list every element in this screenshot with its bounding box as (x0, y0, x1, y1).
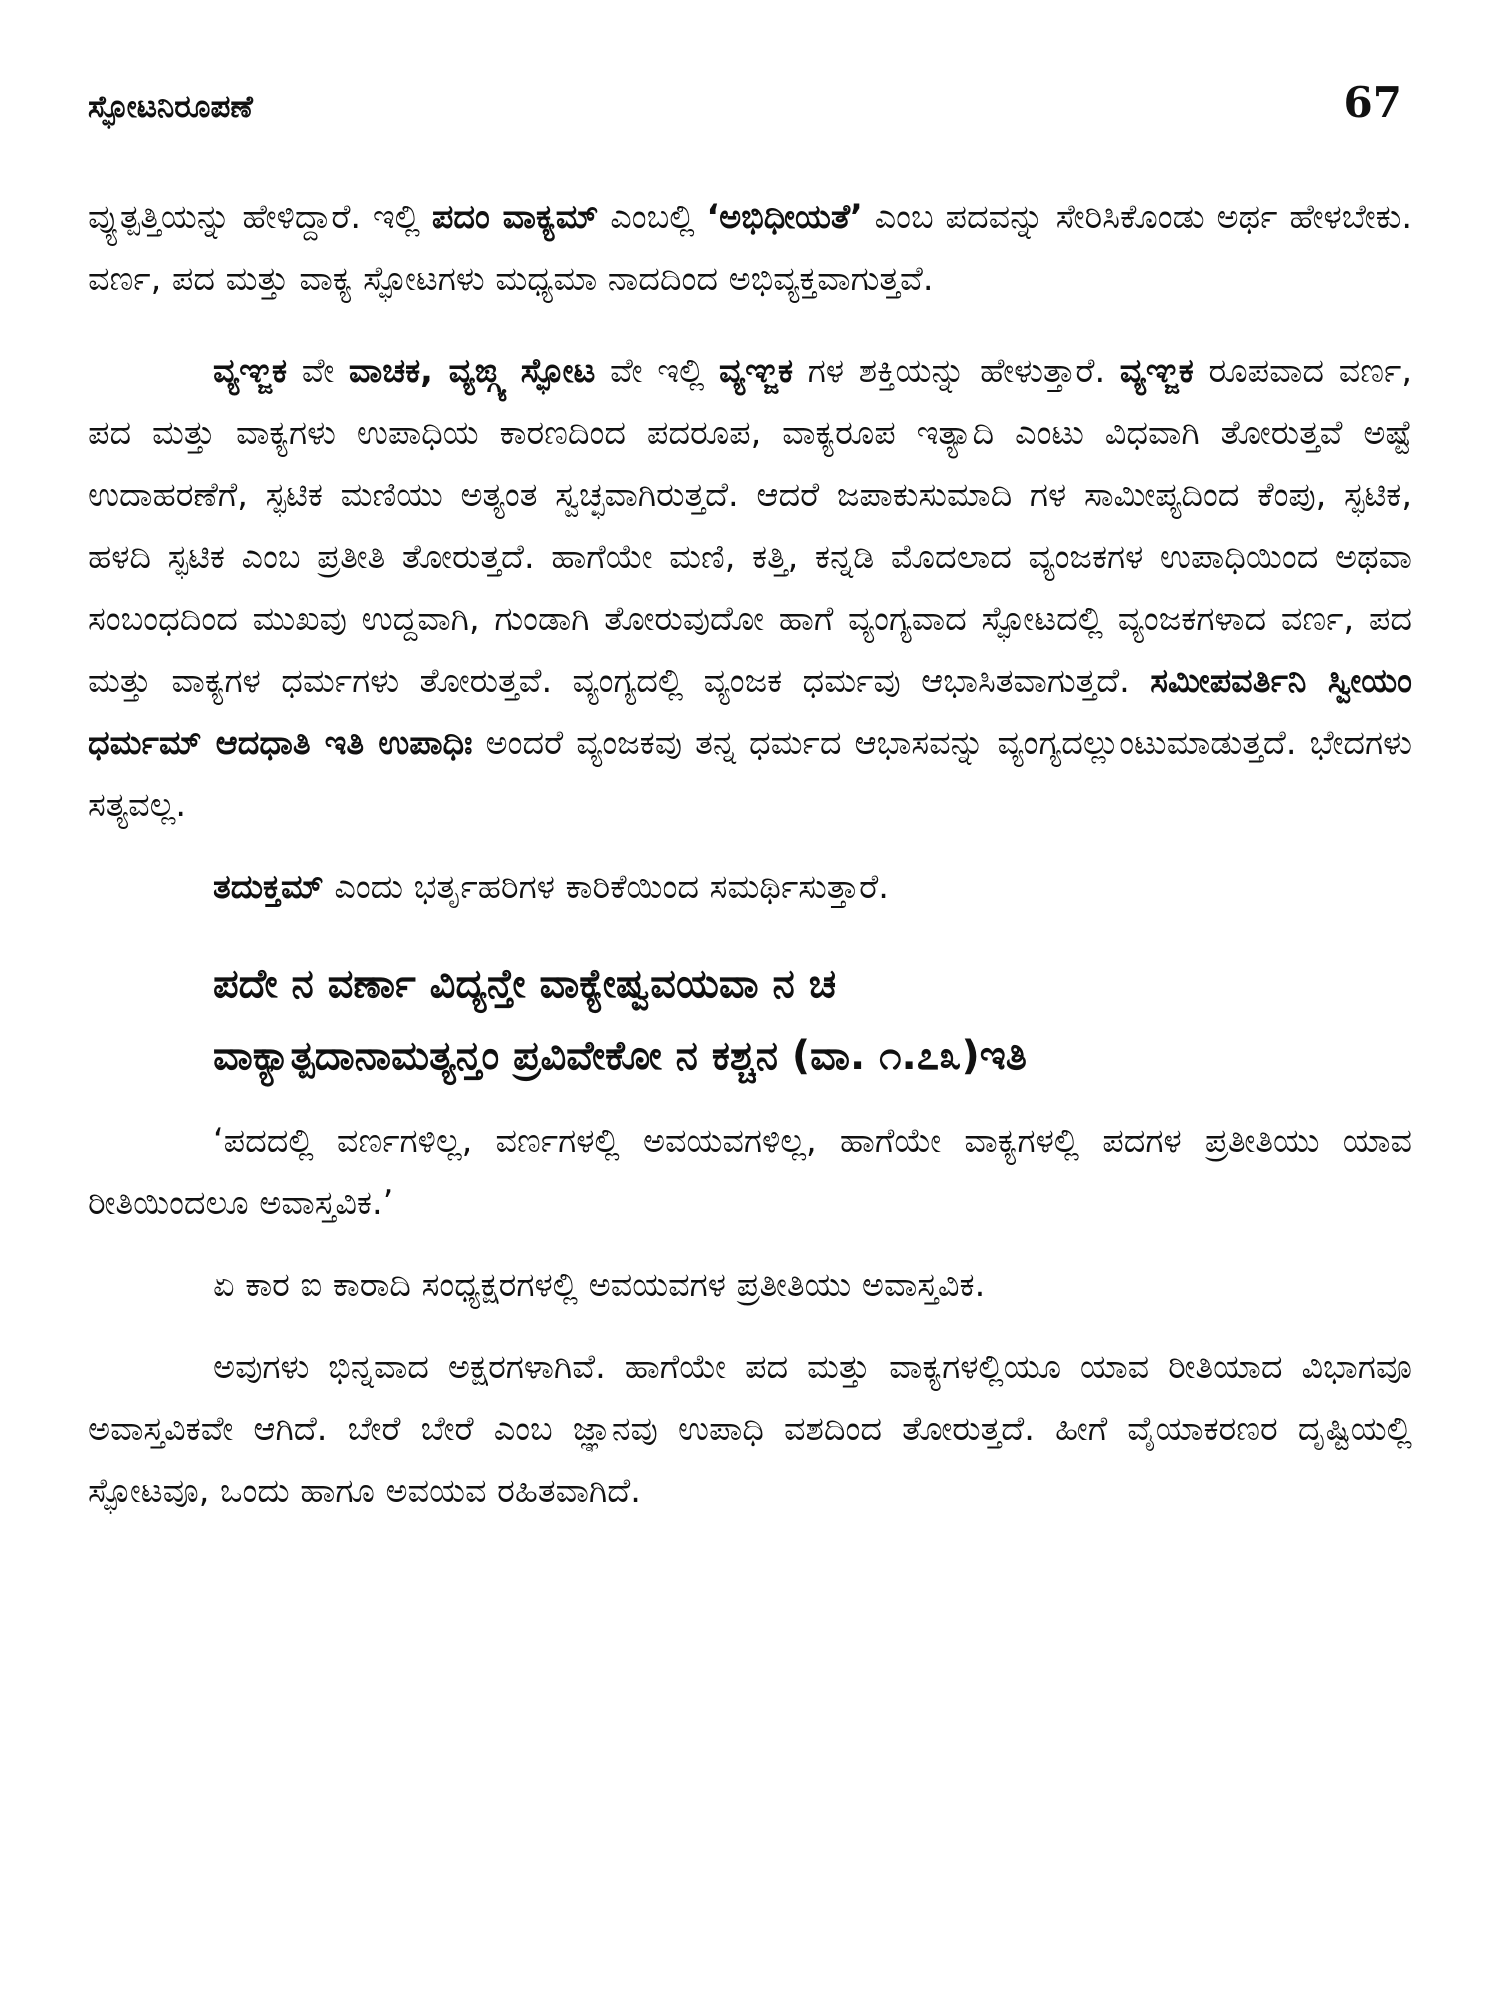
verse-line-1: ಪದೇ ನ ವರ್ಣಾ ವಿದ್ಯನ್ತೇ ವಾಕ್ಯೇಷ್ವವಯವಾ ನ ಚ (213, 961, 837, 1007)
sanskrit-definition-upadhi: ಸಮೀಪವರ್ತಿನಿ ಸ್ವೀಯಂ ಧರ್ಮಮ್ ಆದಧಾತಿ ಇತಿ ಉಪಾಧಿಃ (88, 661, 1413, 762)
sanskrit-term-abhidhiyate: ‘ಅಭಿಧೀಯತೆ’ (706, 197, 863, 236)
page-number: 67 (1343, 78, 1402, 127)
page-body (88, 186, 1412, 1522)
paragraph-6: ಅವುಗಳು ಭಿನ್ನವಾದ ಅಕ್ಷರಗಳಾಗಿವೆ. ಹಾಗೆಯೇ ಪದ ಮತ್ತು ವಾಕ್ಯಗಳಲ್ಲಿಯೂ ಯಾವ ರೀತಿಯಾದ ವಿಭಾಗವೂ ಅವಾಸ್ತವಿಕವೇ ಆಗಿದೆ. ಬೇರೆ ಬೇರೆ ಎಂಬ ಜ್ಞಾನವು ಉಪಾಧಿ ವಶದಿಂದ ತೋರುತ್ತದೆ. ಹೀಗೆ ವೈಯಾಕರಣರ ದೃಷ್ಟಿಯಲ್ಲಿ ಸ್ಫೋಟವೂ, ಒಂದು ಹಾಗೂ ಅವಯವ ರಹಿತವಾಗಿದೆ. (88, 1347, 1412, 1510)
paragraph-2-text-2: ವೇ ಇಲ್ಲಿ (595, 351, 719, 390)
paragraph-1 (88, 186, 1412, 310)
paragraph-5: ಏ ಕಾರ ಐ ಕಾರಾದಿ ಸಂಧ್ಯಕ್ಷರಗಳಲ್ಲಿ ಅವಯವಗಳ ಪ್ರತೀತಿಯು ಅವಾಸ್ತವಿಕ. (213, 1265, 986, 1304)
paragraph-3 (88, 856, 1412, 918)
paragraph-3-text: ಎಂದು ಭರ್ತೃಹರಿಗಳ ಕಾರಿಕೆಯಿಂದ ಸಮರ್ಥಿಸುತ್ತಾರೆ. (323, 867, 889, 906)
paragraph-4: ‘ಪದದಲ್ಲಿ ವರ್ಣಗಳಿಲ್ಲ, ವರ್ಣಗಳಲ್ಲಿ ಅವಯವಗಳಿಲ್ಲ, ಹಾಗೆಯೇ ವಾಕ್ಯಗಳಲ್ಲಿ ಪದಗಳ ಪ್ರತೀತಿಯು ಯಾವ ರೀತಿಯಿಂದಲೂ ಅವಾಸ್ತವಿಕ.’ (88, 1121, 1412, 1222)
sanskrit-term-vyanjaka: ವ್ಯಞ್ಜಕ (213, 351, 288, 390)
paragraph-1-text-3: ಎಂಬ ಪದವನ್ನು ಸೇರಿಸಿಕೊಂಡು ಅರ್ಥ ಹೇಳಬೇಕು. ವರ್ಣ, ಪದ ಮತ್ತು ವಾಕ್ಯ ಸ್ಫೋಟಗಳು ಮಧ್ಯಮಾ ನಾದದಿಂದ ಅಭಿವ್ಯಕ್ತವಾಗುತ್ತವೆ. (88, 197, 1412, 298)
running-title: ಸ್ಫೋಟನಿರೂಪಣೆ (88, 89, 253, 125)
page-header (88, 78, 1412, 148)
paragraph-2-text-1: ವೇ (287, 351, 349, 390)
paragraph-2-text-4: ರೂಪವಾದ ವರ್ಣ, ಪದ ಮತ್ತು ವಾಕ್ಯಗಳು ಉಪಾಧಿಯ ಕಾರಣದಿಂದ ಪದರೂಪ, ವಾಕ್ಯರೂಪ ಇತ್ಯಾದಿ ಎಂಟು ವಿಧವಾಗಿ ತೋರುತ್ತವೆ ಅಷ್ಟೆ ಉದಾಹರಣೆಗೆ, ಸ್ಫಟಿಕ ಮಣಿಯು ಅತ್ಯಂತ ಸ್ವಚ್ಛವಾಗಿರುತ್ತದೆ. ಆದರೆ ಜಪಾಕುಸುಮಾದಿ ಗಳ ಸಾಮೀಪ್ಯದಿಂದ ಕೆಂಪು, ಸ್ಫಟಿಕ, ಹಳದಿ ಸ್ಫಟಿಕ ಎಂಬ ಪ್ರತೀತಿ ತೋರುತ್ತದೆ. ಹಾಗೆಯೇ ಮಣಿ, ಕತ್ತಿ, ಕನ್ನಡಿ ಮೊದಲಾದ ವ್ಯಂಜಕಗಳ ಉಪಾಧಿಯಿಂದ ಅಥವಾ ಸಂಬಂಧದಿಂದ ಮುಖವು ಉದ್ದವಾಗಿ, ಗುಂಡಾಗಿ ತೋರುವುದೋ ಹಾಗೆ ವ್ಯಂಗ್ಯವಾದ ಸ್ಫೋಟದಲ್ಲಿ ವ್ಯಂಜಕಗಳಾದ ವರ್ಣ, ಪದ ಮತ್ತು ವಾಕ್ಯಗಳ ಧರ್ಮಗಳು ತೋರುತ್ತವೆ. ವ್ಯಂಗ್ಯದಲ್ಲಿ ವ್ಯಂಜಕ ಧರ್ಮವು ಆಭಾಸಿತವಾಗುತ್ತದೆ. (88, 351, 1412, 700)
sanskrit-term-vyanjaka-2: ವ್ಯಞ್ಜಕ (719, 351, 794, 390)
paragraph-2 (88, 340, 1412, 836)
paragraph-1-text-1: ವ್ಯುತ್ಪತ್ತಿಯನ್ನು ಹೇಳಿದ್ದಾರೆ. ಇಲ್ಲಿ (88, 197, 432, 236)
paragraph-2-text-5: ಅಂದರೆ ವ್ಯಂಜಕವು ತನ್ನ ಧರ್ಮದ ಆಭಾಸವನ್ನು ವ್ಯಂಗ್ಯದಲ್ಲುಂಟುಮಾಡುತ್ತದೆ. ಭೇದಗಳು ಸತ್ಯವಲ್ಲ. (88, 723, 1412, 824)
verse-line-2: ವಾಕ್ಯಾತ್ಪದಾನಾಮತ್ಯನ್ತಂ ಪ್ರವಿವೇಕೋ ನ ಕಶ್ಚನ (ವಾ. ೧.೭೩)ಇತಿ (213, 1033, 1027, 1079)
paragraph-2-text-3: ಗಳ ಶಕ್ತಿಯನ್ನು ಹೇಳುತ್ತಾರೆ. (793, 351, 1120, 390)
sanskrit-term-vyanjaka-3: ವ್ಯಞ್ಜಕ (1119, 351, 1194, 390)
sanskrit-term-vachaka: ವಾಚಕ, ವ್ಯಙ್ಗ್ಯ ಸ್ಫೋಟ (348, 351, 596, 390)
sanskrit-verse (213, 948, 1412, 1092)
paragraph-1-text-2: ಎಂಬಲ್ಲಿ (598, 197, 707, 236)
sanskrit-term-taduktam: ತದುಕ್ತಮ್ (213, 867, 324, 906)
sanskrit-term-padam-vakyam: ಪದಂ ವಾಕ್ಯಮ್ (431, 197, 599, 236)
